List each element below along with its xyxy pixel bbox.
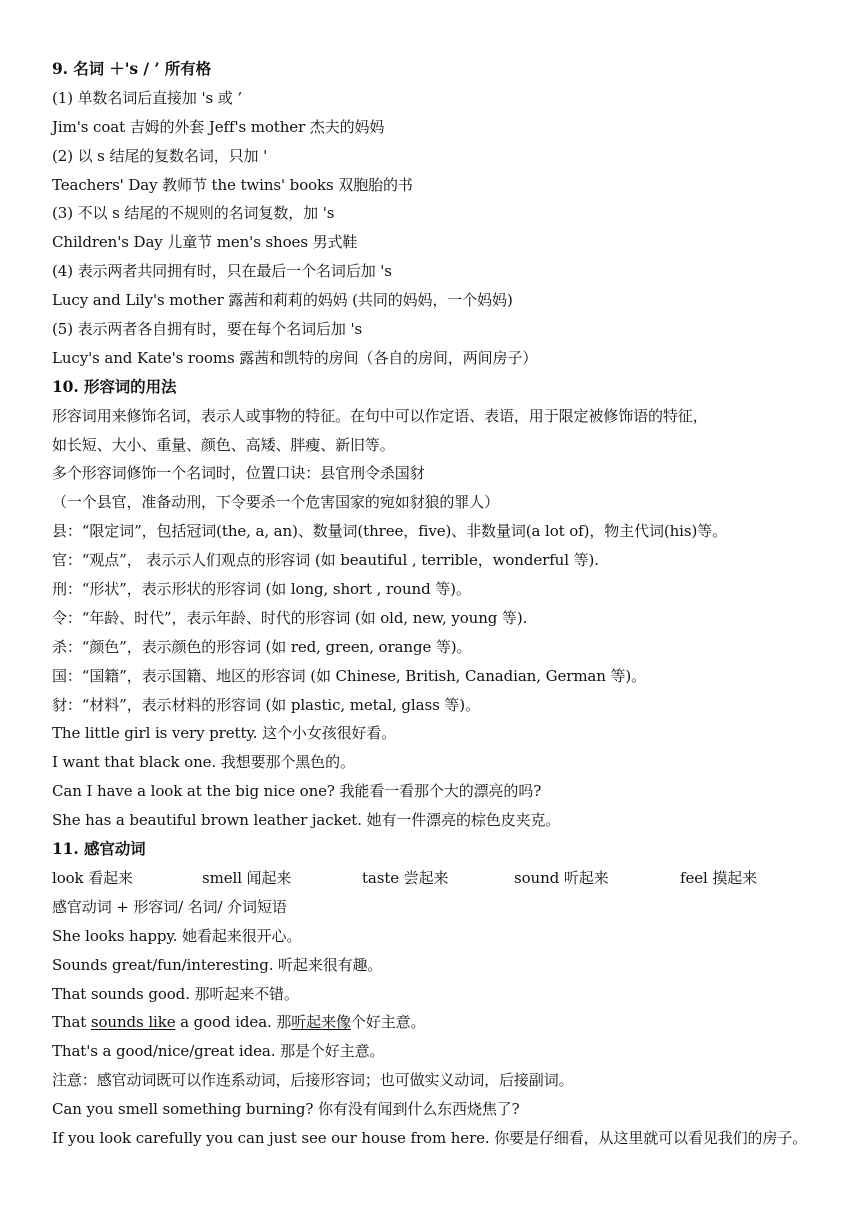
sense-example-7: If you look carefully you can just see our house from here. 你要是仔细看，从这里就可以看见我们的房子。 — [52, 1128, 808, 1147]
order-item-shape: 刑：“形状”，表示形状的形容词 (如 long, short , round 等)。 — [52, 580, 471, 599]
verb-taste: taste 尝起来 — [362, 868, 449, 887]
order-item-determiner: 县：“限定词”，包括冠词(the, a, an)、数量词(three，five)、非数量词(a lot of)，物主代词(his)等。 — [52, 522, 728, 541]
verb-sound: sound 听起来 — [514, 868, 609, 887]
sense-verb-list — [52, 864, 842, 893]
verb-look: look 看起来 — [52, 868, 133, 887]
adjective-definition-2: 如长短、大小、重量、颜色、高矮、胖瘦、新旧等。 — [52, 435, 395, 454]
adjective-definition-1: 形容词用来修饰名词，表示人或事物的特征。在句中可以作定语、表语，用于限定被修饰语的特征， — [52, 406, 708, 425]
sense-verb-pattern: 感官动词 + 形容词/ 名词/ 介词短语 — [52, 897, 287, 916]
adjective-example-3: Can I have a look at the big nice one? 我能看一看那个大的漂亮的吗? — [52, 782, 542, 801]
sense-example-2: Sounds great/fun/interesting. 听起来很有趣。 — [52, 955, 383, 974]
order-item-material: 豺：“材料”，表示材料的形容词 (如 plastic, metal, glass 等)。 — [52, 695, 480, 714]
sense-example-1: She looks happy. 她看起来很开心。 — [52, 926, 302, 945]
underlined-phrase-zh: 听起来像 — [291, 1013, 351, 1032]
document-page — [52, 55, 842, 1153]
rule-2: (2) 以 s 结尾的复数名词，只加 ' — [52, 146, 268, 165]
order-item-opinion: 官：“观点”， 表示示人们观点的形容词 (如 beautiful , terrible，wonderful 等). — [52, 551, 599, 570]
example-4-text-start: That — [52, 1013, 91, 1032]
verb-smell: smell 闻起来 — [202, 868, 292, 887]
order-mnemonic: 多个形容词修饰一个名词时，位置口诀：县官刑令杀国豺 — [52, 464, 425, 483]
rule-3: (3) 不以 s 结尾的不规则的名词复数，加 's — [52, 204, 335, 223]
example-2: Teachers' Day 教师节 the twins' books 双胞胎的书 — [52, 175, 413, 194]
section-10-heading: 10. 形容词的用法 — [52, 376, 177, 396]
example-3: Children's Day 儿童节 men's shoes 男式鞋 — [52, 233, 358, 252]
order-item-nationality: 国：“国籍”，表示国籍、地区的形容词 (如 Chinese, British, Canadian, German 等)。 — [52, 666, 647, 685]
sense-example-6: Can you smell something burning? 你有没有闻到什么东西烧焦了? — [52, 1100, 520, 1119]
rule-1: (1) 单数名词后直接加 's 或 ’ — [52, 88, 243, 107]
section-11-heading: 11. 感官动词 — [52, 839, 146, 859]
order-item-color: 杀：“颜色”，表示颜色的形容词 (如 red, green, orange 等)。 — [52, 637, 472, 656]
sense-example-4 — [52, 1008, 842, 1037]
section-9-heading: 9. 名词 ＋'s / ’ 所有格 — [52, 59, 211, 78]
example-5: Lucy's and Kate's rooms 露茜和凯特的房间（各自的房间，两间房子） — [52, 348, 538, 367]
underlined-phrase-en: sounds like — [90, 1013, 176, 1032]
rule-4: (4) 表示两者共同拥有时，只在最后一个名词后加 's — [52, 262, 392, 281]
example-4: Lucy and Lily's mother 露茜和莉莉的妈妈 (共同的妈妈，一个妈妈) — [52, 291, 513, 310]
sense-example-5: That's a good/nice/great idea. 那是个好主意。 — [52, 1042, 385, 1061]
rule-5: (5) 表示两者各自拥有时，要在每个名词后加 's — [52, 320, 363, 339]
example-1: Jim's coat 吉姆的外套 Jeff's mother 杰夫的妈妈 — [52, 117, 385, 136]
mnemonic-explanation: （一个县官，准备动刑，下令要杀一个危害国家的宛如豺狼的罪人） — [52, 493, 500, 512]
example-4-text-middle: a good idea. 那 — [175, 1013, 292, 1032]
order-item-age: 令：“年龄、时代”，表示年龄、时代的形容词 (如 old, new, young 等). — [52, 608, 528, 627]
adjective-example-2: I want that black one. 我想要那个黑色的。 — [52, 753, 355, 772]
sense-example-3: That sounds good. 那听起来不错。 — [52, 984, 299, 1003]
example-4-text-end: 个好主意。 — [350, 1013, 426, 1032]
adjective-example-1: The little girl is very pretty. 这个小女孩很好看。 — [52, 724, 397, 743]
verb-feel: feel 摸起来 — [680, 868, 758, 887]
adjective-example-4: She has a beautiful brown leather jacket. 她有一件漂亮的棕色皮夹克。 — [52, 811, 561, 830]
sense-verb-note: 注意：感官动词既可以作连系动词，后接形容词；也可做实义动词，后接副词。 — [52, 1071, 574, 1090]
